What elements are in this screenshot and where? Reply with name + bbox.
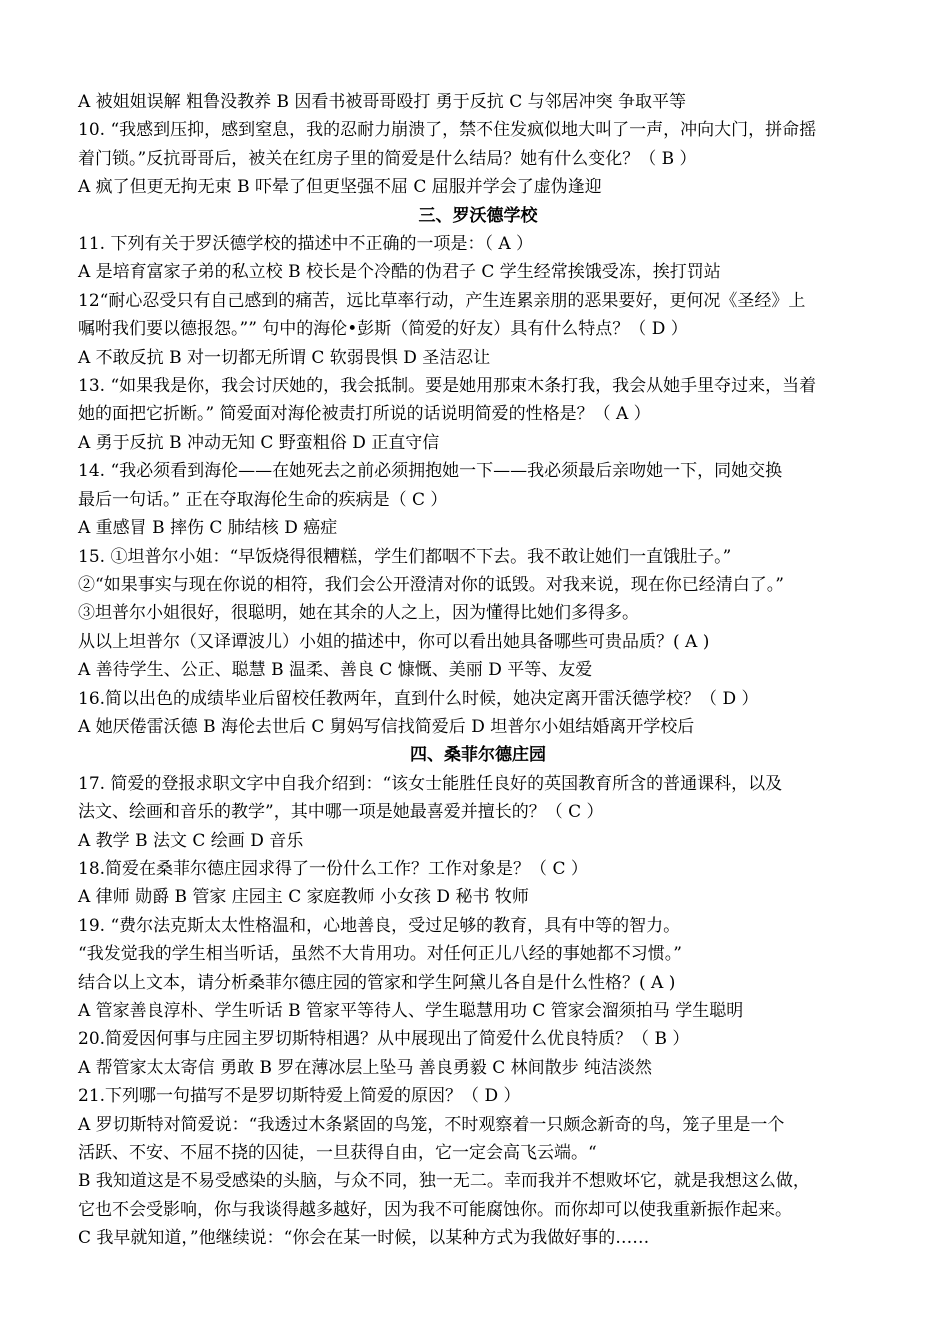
answer-options-line: A 她厌倦雷沃德 B 海伦去世后 C 舅妈写信找简爱后 D 坦普尔小姐结婚离开学校后 [78, 716, 695, 737]
question-text-line: 结合以上文本，请分析桑菲尔德庄园的管家和学生阿黛儿各自是什么性格？( A ) [78, 972, 676, 993]
answer-options-line: 活跃、不安、不屈不挠的囚徒，一旦获得自由，它一定会高飞云端。“ [78, 1143, 597, 1164]
answer-options-line: A 是培育富家子弟的私立校 B 校长是个冷酷的伪君子 C 学生经常挨饿受冻，挨打罚站 [78, 262, 721, 283]
section-heading: 三、罗沃德学校 [418, 205, 538, 226]
answer-options-line: A 律师 勋爵 B 管家 庄园主 C 家庭教师 小女孩 D 秘书 牧师 [78, 887, 529, 908]
answer-options-line: 它也不会受影响，你与我谈得越多越好，因为我不可能腐蚀你。而你却可以使我重新振作起来。 [78, 1199, 792, 1220]
question-text-line: 17. 简爱的登报求职文字中自我介绍到：“该女士能胜任良好的英国教育所含的普通课科，以及 [78, 773, 783, 794]
answer-options-line: B 我知道这是不易受感染的头脑，与众不同，独一无二。幸而我并不想败坏它，就是我想这么做， [78, 1171, 810, 1192]
question-text-line: 20.简爱因何事与庄园主罗切斯特相遇？从中展现出了简爱什么优良特质？（ B ） [78, 1029, 690, 1050]
question-text-line: “我发觉我的学生相当听话，虽然不大肯用功。对任何正儿八经的事她都不习惯。” [78, 944, 682, 965]
question-text-line: 法文、绘画和音乐的教学”，其中哪一项是她最喜爱并擅长的？（ C ） [78, 802, 604, 823]
answer-options-line: A 不敢反抗 B 对一切都无所谓 C 软弱畏惧 D 圣洁忍让 [78, 347, 491, 368]
answer-options-line: A 被姐姐误解 粗鲁没教养 B 因看书被哥哥殴打 勇于反抗 C 与邻居冲突 争取平等 [78, 92, 687, 112]
document-page [78, 88, 878, 1253]
question-text-line: 13. “如果我是你，我会讨厌她的，我会抵制。要是她用那束木条打我，我会从她手里夺过来，当着 [78, 376, 817, 397]
question-text-line: 嘱咐我们要以德报怨。”” 句中的海伦•彭斯（简爱的好友）具有什么特点？（ D ） [78, 319, 688, 340]
answer-options-line: A 管家善良淳朴、学生听话 B 管家平等待人、学生聪慧用功 C 管家会溜须拍马 学生聪明 [78, 1001, 744, 1021]
question-text-line: 最后一句话。” 正在夺取海伦生命的疾病是（ C ） [78, 489, 448, 510]
question-text-line: 21.下列哪一句描写不是罗切斯特爱上简爱的原因？（ D ） [78, 1086, 521, 1107]
question-text-line: 她的面把它折断。” 简爱面对海伦被责打所说的话说明简爱的性格是？（ A ） [78, 404, 651, 425]
question-text-line: 14. “我必须看到海伦——在她死去之前必须拥抱她一下——我必须最后亲吻她一下，同她交换 [78, 461, 783, 482]
answer-options-line: C 我早就知道，”他继续说：“你会在某一时候，以某种方式为我做好事的…… [78, 1228, 650, 1249]
question-text-line: 18.简爱在桑菲尔德庄园求得了一份什么工作？工作对象是？（ C ） [78, 858, 588, 879]
answer-options-line: A 善待学生、公正、聪慧 B 温柔、善良 C 慷慨、美丽 D 平等、友爱 [78, 660, 593, 681]
question-text-line: 着门锁。”反抗哥哥后，被关在红房子里的简爱是什么结局？她有什么变化？（ B ） [78, 148, 697, 169]
question-text-line: 15. ①坦普尔小姐：“早饭烧得很糟糕，学生们都咽不下去。我不敢让她们一直饿肚子。” [78, 546, 732, 567]
answer-options-line: A 罗切斯特对简爱说：“我透过木条紧固的鸟笼，不时观察着一只颇念新奇的鸟，笼子里是一个 [78, 1114, 785, 1135]
answer-options-line: A 重感冒 B 摔伤 C 肺结核 D 癌症 [78, 518, 338, 539]
question-text-line: 从以上坦普尔（又译谭波儿）小姐的描述中，你可以看出她具备哪些可贵品质？( A ) [78, 631, 710, 652]
question-text-line: 16.简以出色的成绩毕业后留校任教两年，直到什么时候，她决定离开雷沃德学校？（ D ） [78, 688, 759, 709]
question-text-line: 11. 下列有关于罗沃德学校的描述中不正确的一项是：（ A ） [78, 234, 534, 255]
answer-options-line: A 疯了但更无拘无束 B 吓晕了但更坚强不屈 C 屈服并学会了虚伪逢迎 [78, 177, 602, 198]
question-text-line: ③坦普尔小姐很好，很聪明，她在其余的人之上，因为懂得比她们多得多。 [78, 603, 639, 624]
question-text-line: ②“如果事实与现在你说的相符，我们会公开澄清对你的诋毁。对我来说，现在你已经清白了。” [78, 574, 784, 595]
answer-options-line: A 教学 B 法文 C 绘画 D 音乐 [78, 830, 304, 851]
question-text-line: 12“耐心忍受只有自己感到的痛苦，远比草率行动，产生连累亲朋的恶果要好，更何况《圣经》上 [78, 290, 806, 311]
document-body [78, 88, 878, 1253]
section-heading: 四、桑菲尔德庄园 [410, 745, 546, 766]
answer-options-line: A 勇于反抗 B 冲动无知 C 野蛮粗俗 D 正直守信 [78, 432, 440, 453]
answer-options-line: A 帮管家太太寄信 勇敢 B 罗在薄冰层上坠马 善良勇毅 C 林间散步 纯洁淡然 [78, 1057, 653, 1078]
question-text-line: 10. “我感到压抑，感到窒息，我的忍耐力崩溃了，禁不住发疯似地大叫了一声，冲向大门，拼命摇 [78, 120, 817, 141]
question-text-line: 19. “费尔法克斯太太性格温和，心地善良，受过足够的教育，具有中等的智力。 [78, 915, 681, 936]
